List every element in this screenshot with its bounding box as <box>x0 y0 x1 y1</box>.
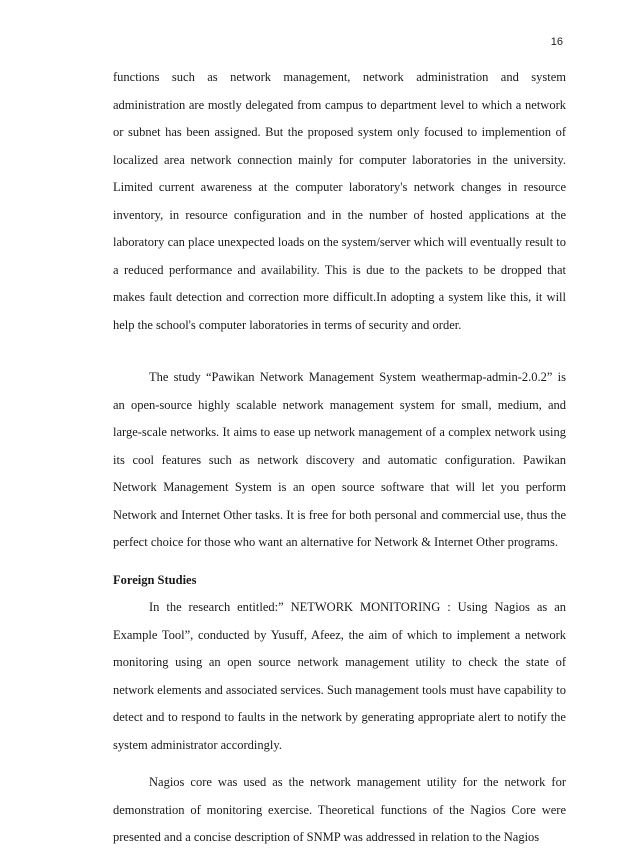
paragraph-pawikan-study: The study “Pawikan Network Management System weathermap-admin-2.0.2” is an open-source highly scalable network management system for small, medium, and large-scale networks. It aims to ease up network management of a complex network using its cool features such as network discovery and automatic configuration. Pawikan Network Management System is an open source software that will let you perform Network and Internet Other tasks. It is free for both personal and commercial use, thus the perfect choice for those who want an alternative for Network & Internet Other programs. <box>113 370 566 549</box>
paragraph-nagios-core: Nagios core was used as the network management utility for the network for demonstration of monitoring exercise. Theoretical functions of the Nagios Core were presented and a concise description of SNMP was addressed in relation to the Nagios <box>113 775 566 844</box>
page-number: 16 <box>550 36 563 48</box>
paragraph-continuation: functions such as network management, network administration and system administration are mostly delegated from campus to department level to which a network or subnet has been assigned. But the proposed system only focused to implemention of localized area network connection mainly for computer laboratories in the university. Limited current awareness at the computer laboratory's network changes in resource inventory, in resource configuration and in the number of hosted applications at the laboratory can place unexpected loads on the system/server which will eventually result to a reduced performance and availability. This is due to the packets to be dropped that makes fault detection and correction more difficult.In adopting a system like this, it will help the school's computer laboratories in terms of security and order. <box>113 70 566 332</box>
section-heading-foreign-studies: Foreign Studies <box>113 572 197 587</box>
page-content <box>113 64 566 852</box>
paragraph-nagios-research: In the research entitled:” NETWORK MONITORING : Using Nagios as an Example Tool”, conducted by Yusuff, Afeez, the aim of which to implement a network monitoring using an open source network management utility to check the state of network elements and associated services. Such management tools must have capability to detect and to respond to faults in the network by generating appropriate alert to notify the system administrator accordingly. <box>113 600 566 752</box>
